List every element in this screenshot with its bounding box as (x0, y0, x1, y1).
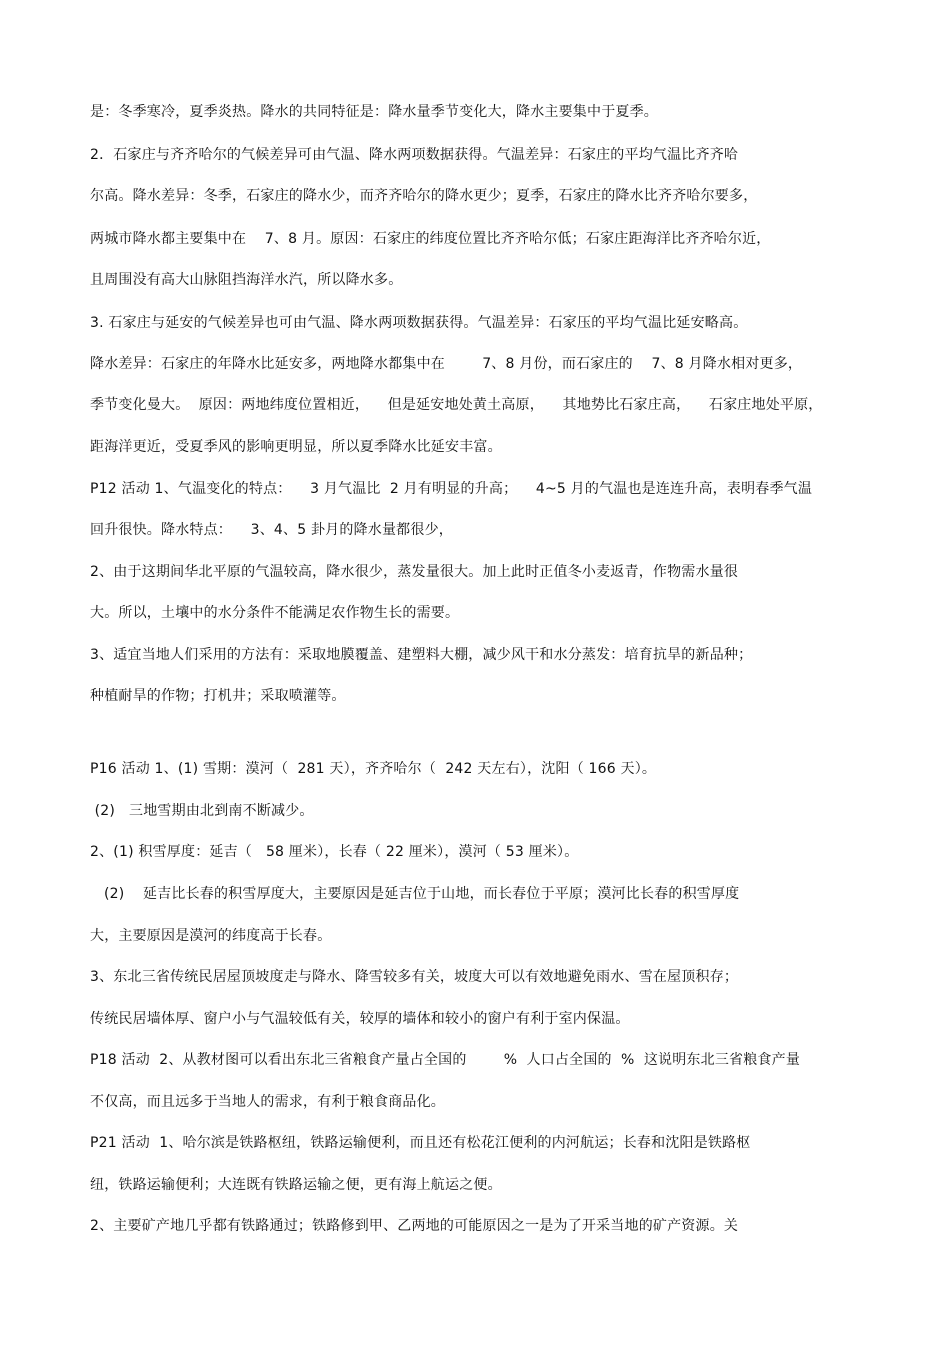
text-line: 尔高。降水差异：冬季，石家庄的降水少，而齐齐哈尔的降水更少；夏季，石家庄的降水比齐齐哈尔要多， (90, 188, 758, 204)
text-line: 3、东北三省传统民居屋顶坡度走与降水、降雪较多有关，坡度大可以有效地避免雨水、雪在屋顶积存； (90, 969, 739, 985)
text-line: 种植耐旱的作物；打机井；采取喷灌等。 (90, 688, 346, 704)
text-line: 且周围没有高大山脉阻挡海洋水汽，所以降水多。 (90, 272, 403, 288)
text-line: 回升很快。降水特点： 3、4、5 卦月的降水量都很少， (90, 522, 453, 538)
text-line: P18 活动 2、从教材图可以看出东北三省粮食产量占全国的 % 人口占全国的 % 这说明东北三省粮食产量 (90, 1052, 801, 1068)
text-line: P12 活动 1、气温变化的特点： 3 月气温比 2 月有明显的升高； 4~5 月的气温也是连连升高，表明春季气温 (90, 481, 813, 497)
text-line: 3、适宜当地人们采用的方法有：采取地膜覆盖、建塑料大棚，减少风干和水分蒸发：培育抗旱的新品种； (90, 647, 753, 663)
text-line: 纽，铁路运输便利；大连既有铁路运输之便，更有海上航运之便。 (90, 1177, 502, 1193)
text-line: 2．石家庄与齐齐哈尔的气候差异可由气温、降水两项数据获得。气温差异：石家庄的平均气温比齐齐哈 (90, 147, 739, 163)
text-line: 两城市降水都主要集中在 7、8 月。原因：石家庄的纬度位置比齐齐哈尔低；石家庄距海洋比齐齐哈尔近， (90, 231, 771, 247)
text-line: P21 活动 1、哈尔滨是铁路枢纽，铁路运输便利，而且还有松花江便利的内河航运；长春和沈阳是铁路枢 (90, 1135, 751, 1151)
text-line: 季节变化曼大。 原因：两地纬度位置相近， 但是延安地处黄土高原， 其地势比石家庄高， 石家庄地处平原， (90, 397, 823, 413)
text-line: (2) 三地雪期由北到南不断减少。 (90, 803, 314, 819)
text-line: 2、由于这期间华北平原的气温较高，降水很少，蒸发量很大。加上此时正值冬小麦返青，作物需水量很 (90, 564, 739, 580)
text-line: (2) 延吉比长春的积雪厚度大，主要原因是延吉位于山地，而长春位于平原；漠河比长春的积雪厚度 (90, 886, 740, 902)
text-line: 大。所以，土壤中的水分条件不能满足农作物生长的需要。 (90, 605, 460, 621)
text-line: 距海洋更近，受夏季风的影响更明显，所以夏季降水比延安丰富。 (90, 439, 502, 455)
text-line: 2、(1) 积雪厚度：延吉（ 58 厘米），长春（ 22 厘米），漠河（ 53 厘米）。 (90, 844, 579, 860)
text-line: 降水差异：石家庄的年降水比延安多，两地降水都集中在 7、8 月份，而石家庄的 7、8 月降水相对更多， (90, 356, 803, 372)
text-line: P16 活动 1、(1) 雪期：漠河（ 281 天），齐齐哈尔（ 242 天左右），沈阳（ 166 天）。 (90, 761, 657, 777)
text-line: 是：冬季寒冷，夏季炎热。降水的共同特征是：降水量季节变化大，降水主要集中于夏季。 (90, 104, 658, 120)
text-line: 3. 石家庄与延安的气候差异也可由气温、降水两项数据获得。气温差异：石家压的平均气温比延安略高。 (90, 315, 748, 331)
text-line: 不仅高，而且远多于当地人的需求，有利于粮食商品化。 (90, 1094, 445, 1110)
text-line: 2、主要矿产地几乎都有铁路通过；铁路修到甲、乙两地的可能原因之一是为了开采当地的矿产资源。关 (90, 1218, 739, 1234)
text-line: 传统民居墙体厚、窗户小与气温较低有关，较厚的墙体和较小的窗户有利于室内保温。 (90, 1011, 630, 1027)
text-line: 大，主要原因是漠河的纬度高于长春。 (90, 928, 332, 944)
